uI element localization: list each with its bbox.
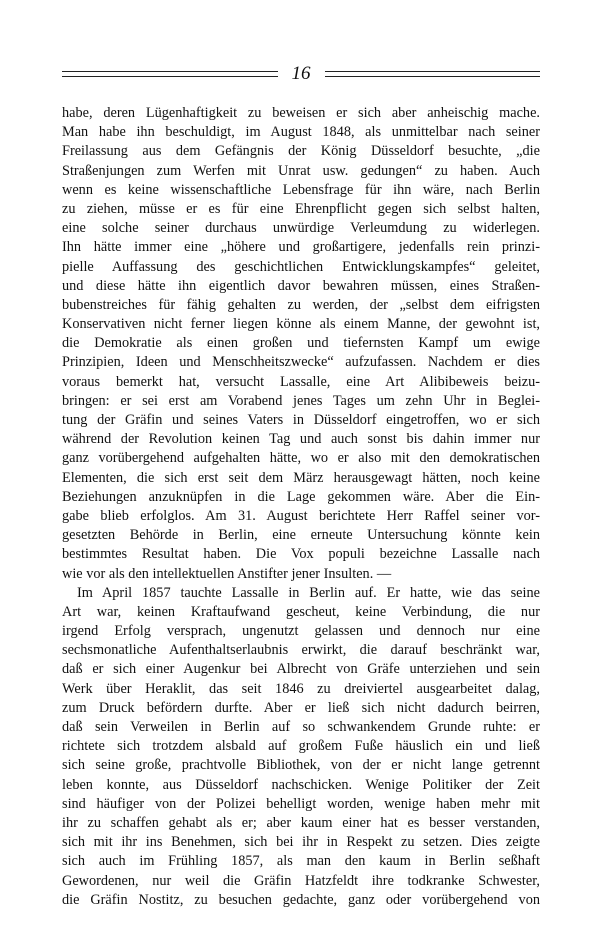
text-line: sich mit ihr ins Benehmen, sich bei ihr in Respekt zu setzen. Dies zeigte bbox=[62, 834, 540, 851]
text-line: sich auch im Frühling 1857, als man den kaum in Berlin seßhaft bbox=[62, 853, 540, 870]
text-line: Ihn hätte immer eine „höhere und großartigere, jedenfalls rein prinzi- bbox=[62, 239, 540, 256]
text-line: eine solche seiner durchaus unwürdige Verleumdung zu widerlegen. bbox=[62, 220, 540, 237]
text-line: wenn es keine wissenschaftliche Lebensfrage für ihn wäre, nach Berlin bbox=[62, 181, 540, 198]
text-line: gesetzten Behörde in Berlin, eine erneute Untersuchung könnte kein bbox=[62, 527, 540, 544]
text-line: Man habe ihn beschuldigt, im August 1848, als unmittelbar nach seiner bbox=[62, 124, 540, 141]
text-line: die Gräfin Nostitz, zu besuchen gedachte, ganz oder vorübergehend von bbox=[62, 891, 540, 908]
text-line: sind häufiger von der Polizei behelligt worden, wenige haben mehr mit bbox=[62, 795, 540, 812]
text-line: Konservativen nicht ferner liegen könne als einem Manne, der gewohnt ist, bbox=[62, 316, 540, 333]
text-line: bubenstreiches für fähig gehalten zu werden, der „selbst dem eifrigsten bbox=[62, 296, 540, 313]
text-line: Art war, keinen Kraftaufwand gescheut, keine Verbindung, die nur bbox=[62, 603, 540, 620]
text-line: pielle Auffassung des geschichtlichen Entwicklungskampfes“ geleitet, bbox=[62, 258, 540, 275]
body-text bbox=[62, 104, 540, 910]
text-line: voraus bemerkt hat, versucht Lassalle, eine Art Alibibeweis beizu- bbox=[62, 373, 540, 390]
text-line: bestimmtes Resultat haben. Die Vox populi bezeichne Lassalle nach bbox=[62, 546, 540, 563]
text-line: irgend Erfolg versprach, ungenutzt gelassen und dennoch nur eine bbox=[62, 623, 540, 640]
text-line: richtete sich trotzdem alsbald auf großem Fuße häuslich ein und ließ bbox=[62, 738, 540, 755]
text-line: tung der Gräfin und seines Vaters in Düsseldorf eingetroffen, wo er sich bbox=[62, 412, 540, 428]
text-line: zum Druck befördern durfte. Aber er ließ sich nicht dadurch beirren, bbox=[62, 699, 540, 716]
text-line: daß er sich einer Augenkur bei Albrecht von Gräfe unterziehen und sein bbox=[62, 661, 540, 678]
paragraph-start-line: Im April 1857 tauchte Lassalle in Berlin auf. Er hatte, wie das seine bbox=[77, 584, 540, 601]
text-line: sechsmonatliche Aufenthaltserlaubnis erwirkt, die darauf beschränkt war, bbox=[62, 642, 540, 659]
header-rule-left bbox=[62, 71, 278, 77]
text-line: habe, deren Lügenhaftigkeit zu beweisen er sich aber anheischig mache. bbox=[62, 105, 540, 121]
page-number: 16 bbox=[291, 63, 311, 84]
text-line: leben konnte, aus Düsseldorf nachschicken. Wenige Politiker der Zeit bbox=[62, 776, 540, 793]
text-line: Gewordenen, nur weil die Gräfin Hatzfeldt ihre todkranke Schwester, bbox=[62, 872, 540, 889]
paragraph-end-line: wie vor als den intellektuellen Anstifter jener Insulten. — bbox=[62, 565, 392, 582]
text-line: daß sein Verweilen in Berlin auf so schwankendem Grunde ruhte: er bbox=[62, 719, 540, 735]
text-line: bringen: er sei erst am Vorabend jenes Tages um zehn Uhr in Beglei- bbox=[62, 392, 540, 409]
text-line: zu ziehen, müsse er es für eine Ehrenpflicht gegen sich selbst halten, bbox=[62, 200, 540, 217]
text-line: Werk über Heraklit, das seit 1846 zu dreiviertel ausgearbeitet dalag, bbox=[62, 680, 540, 697]
text-line: ganz vorübergehend aufgehalten hätte, wo er also mit den demokratischen bbox=[62, 450, 540, 467]
text-line: die Demokratie als einen großen und tiefernsten Kampf um ewige bbox=[62, 335, 540, 352]
text-line: Beziehungen anzuknüpfen in die Lage gekommen wäre. Aber die Ein- bbox=[62, 488, 540, 505]
header-rule-right bbox=[325, 71, 541, 77]
text-line: ihr zu schaffen gehabt als er; aber kaum einer hat es besser verstanden, bbox=[62, 814, 540, 831]
text-line: gabe blieb erfolglos. Am 31. August berichtete Herr Raffel seiner vor- bbox=[62, 507, 540, 524]
text-line: Prinzipien, Ideen und Menschheitszwecke“ aufzufassen. Nachdem er dies bbox=[62, 354, 540, 371]
text-line: Straßenjungen zum Werfen mit Unrat usw. gedungen“ zu haben. Auch bbox=[62, 162, 540, 179]
text-line: Elementen, die sich erst seit dem März herausgewagt hätten, noch keine bbox=[62, 469, 540, 486]
text-line: und diese hätte ihn eigentlich davor bewahren müssen, eines Straßen- bbox=[62, 277, 540, 294]
page-header bbox=[62, 62, 540, 86]
text-line: während der Revolution keinen Tag und auch sonst bis dahin immer nur bbox=[62, 431, 540, 448]
text-line: Freilassung aus dem Gefängnis der König Düsseldorf besuchte, „die bbox=[62, 143, 540, 160]
text-line: sich seine große, prachtvolle Bibliothek, von der er nicht lange getrennt bbox=[62, 757, 540, 774]
